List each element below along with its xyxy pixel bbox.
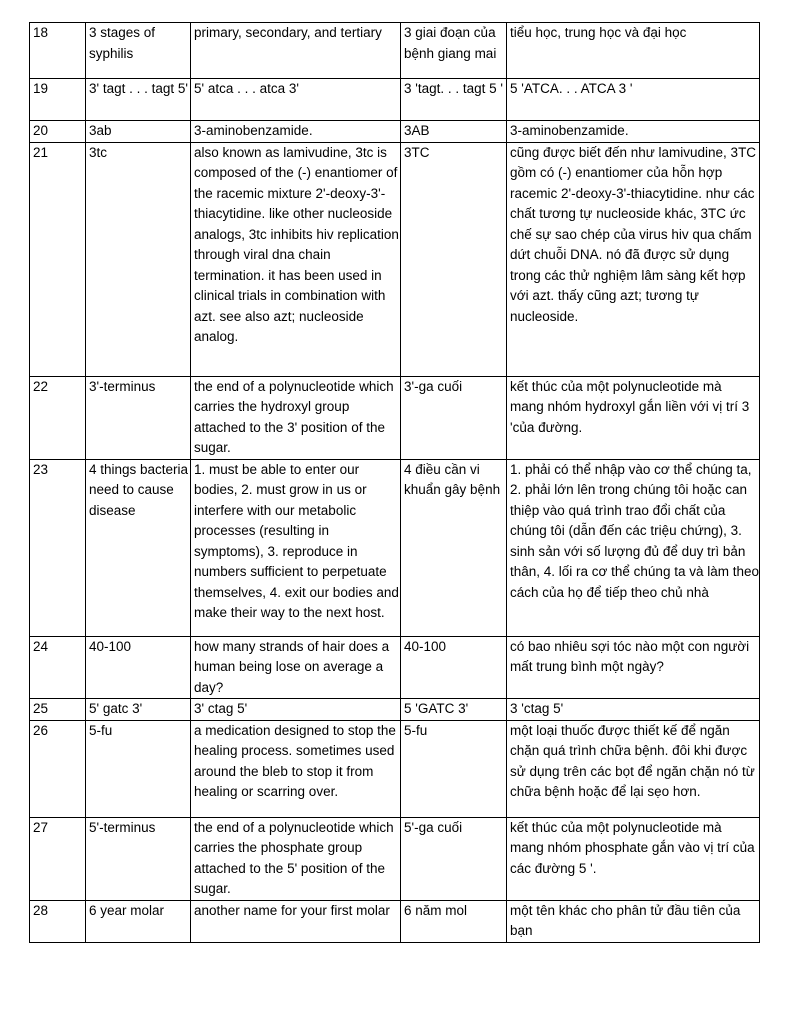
- row-number: 18: [30, 23, 86, 79]
- definition-vi: kết thúc của một polynucleotide mà mang nhóm phosphate gắn vào vị trí của các đường 5 '.: [507, 817, 760, 900]
- table-row: [30, 459, 760, 636]
- term-vi: 5 'GATC 3': [401, 699, 507, 721]
- term-en: 4 things bacteria need to cause disease: [86, 459, 191, 636]
- definition-vi: một tên khác cho phân tử đầu tiên của bạn: [507, 900, 760, 942]
- term-vi: 3 'tagt. . . tagt 5 ': [401, 79, 507, 121]
- table-row: [30, 142, 760, 376]
- definition-en: a medication designed to stop the healing process. sometimes used around the bleb to stop it from healing or scarring over.: [191, 720, 401, 817]
- table-row: [30, 23, 760, 79]
- term-en: 5' gatc 3': [86, 699, 191, 721]
- term-en: 5-fu: [86, 720, 191, 817]
- definition-en: another name for your first molar: [191, 900, 401, 942]
- row-number: 19: [30, 79, 86, 121]
- term-vi: 3'-ga cuối: [401, 376, 507, 459]
- row-number: 21: [30, 142, 86, 376]
- table-row: [30, 720, 760, 817]
- term-vi: 40-100: [401, 636, 507, 699]
- row-number: 26: [30, 720, 86, 817]
- definition-en: 3' ctag 5': [191, 699, 401, 721]
- table-row: [30, 376, 760, 459]
- row-number: 25: [30, 699, 86, 721]
- term-en: 3ab: [86, 121, 191, 143]
- definition-vi: kết thúc của một polynucleotide mà mang nhóm hydroxyl gắn liền với vị trí 3 'của đường.: [507, 376, 760, 459]
- definition-vi: có bao nhiêu sợi tóc nào một con người mất trung bình một ngày?: [507, 636, 760, 699]
- row-number: 24: [30, 636, 86, 699]
- definition-vi: một loại thuốc được thiết kế để ngăn chặn quá trình chữa bệnh. đôi khi được sử dụng trên các bọt để ngăn chặn nó từ chữa bệnh hoặc để lại sẹo hơn.: [507, 720, 760, 817]
- row-number: 28: [30, 900, 86, 942]
- term-vi: 3 giai đoạn của bệnh giang mai: [401, 23, 507, 79]
- table-row: [30, 636, 760, 699]
- definition-vi: 3-aminobenzamide.: [507, 121, 760, 143]
- row-number: 27: [30, 817, 86, 900]
- row-number: 23: [30, 459, 86, 636]
- definition-en: how many strands of hair does a human being lose on average a day?: [191, 636, 401, 699]
- table-row: [30, 900, 760, 942]
- definition-en: primary, secondary, and tertiary: [191, 23, 401, 79]
- term-vi: 4 điều cần vi khuẩn gây bệnh: [401, 459, 507, 636]
- term-en: 3 stages of syphilis: [86, 23, 191, 79]
- definition-en: the end of a polynucleotide which carries the phosphate group attached to the 5' position of the sugar.: [191, 817, 401, 900]
- table-row: [30, 699, 760, 721]
- definition-vi: 1. phải có thể nhập vào cơ thể chúng ta, 2. phải lớn lên trong chúng tôi hoặc can thiệp vào quá trình trao đổi chất của chúng tôi (dẫn đến các triệu chứng), 3. sinh sản với số lượng đủ để duy trì bản thân, 4. lối ra cơ thể chúng ta và làm theo cách của họ để tiếp theo chủ nhà: [507, 459, 760, 636]
- term-en: 5'-terminus: [86, 817, 191, 900]
- definition-vi: 3 'ctag 5': [507, 699, 760, 721]
- term-en: 3tc: [86, 142, 191, 376]
- definition-vi: cũng được biết đến như lamivudine, 3TC gồm có (-) enantiomer của hỗn hợp racemic 2'-deoxy-3'-thiacytidine. như các chất tương tự nucleoside khác, 3TC ức chế sự sao chép của virus hiv qua chấm dứt chuỗi DNA. nó đã được sử dụng trong các thử nghiệm lâm sàng kết hợp với azt. thấy cũng azt; tương tự nucleoside.: [507, 142, 760, 376]
- term-vi: 5-fu: [401, 720, 507, 817]
- table-row: [30, 79, 760, 121]
- table-row: [30, 817, 760, 900]
- glossary-table: [29, 22, 760, 943]
- table-row: [30, 121, 760, 143]
- definition-vi: tiểu học, trung học và đại học: [507, 23, 760, 79]
- definition-en: also known as lamivudine, 3tc is composed of the (-) enantiomer of the racemic mixture 2'-deoxy-3'-thiacytidine. like other nucleoside analogs, 3tc inhibits hiv replication through viral dna chain termination. it has been used in clinical trials in combination with azt. see also azt; nucleoside analog.: [191, 142, 401, 376]
- term-vi: 5'-ga cuối: [401, 817, 507, 900]
- term-vi: 3AB: [401, 121, 507, 143]
- term-vi: 6 năm mol: [401, 900, 507, 942]
- term-en: 3' tagt . . . tagt 5': [86, 79, 191, 121]
- row-number: 20: [30, 121, 86, 143]
- row-number: 22: [30, 376, 86, 459]
- definition-en: the end of a polynucleotide which carries the hydroxyl group attached to the 3' position of the sugar.: [191, 376, 401, 459]
- term-en: 6 year molar: [86, 900, 191, 942]
- definition-en: 5' atca . . . atca 3': [191, 79, 401, 121]
- definition-en: 3-aminobenzamide.: [191, 121, 401, 143]
- definition-en: 1. must be able to enter our bodies, 2. must grow in us or interfere with our metabolic processes (resulting in symptoms), 3. reproduce in numbers sufficient to perpetuate themselves, 4. exit our bodies and make their way to the next host.: [191, 459, 401, 636]
- term-en: 3'-terminus: [86, 376, 191, 459]
- term-vi: 3TC: [401, 142, 507, 376]
- term-en: 40-100: [86, 636, 191, 699]
- definition-vi: 5 'ATCA. . . ATCA 3 ': [507, 79, 760, 121]
